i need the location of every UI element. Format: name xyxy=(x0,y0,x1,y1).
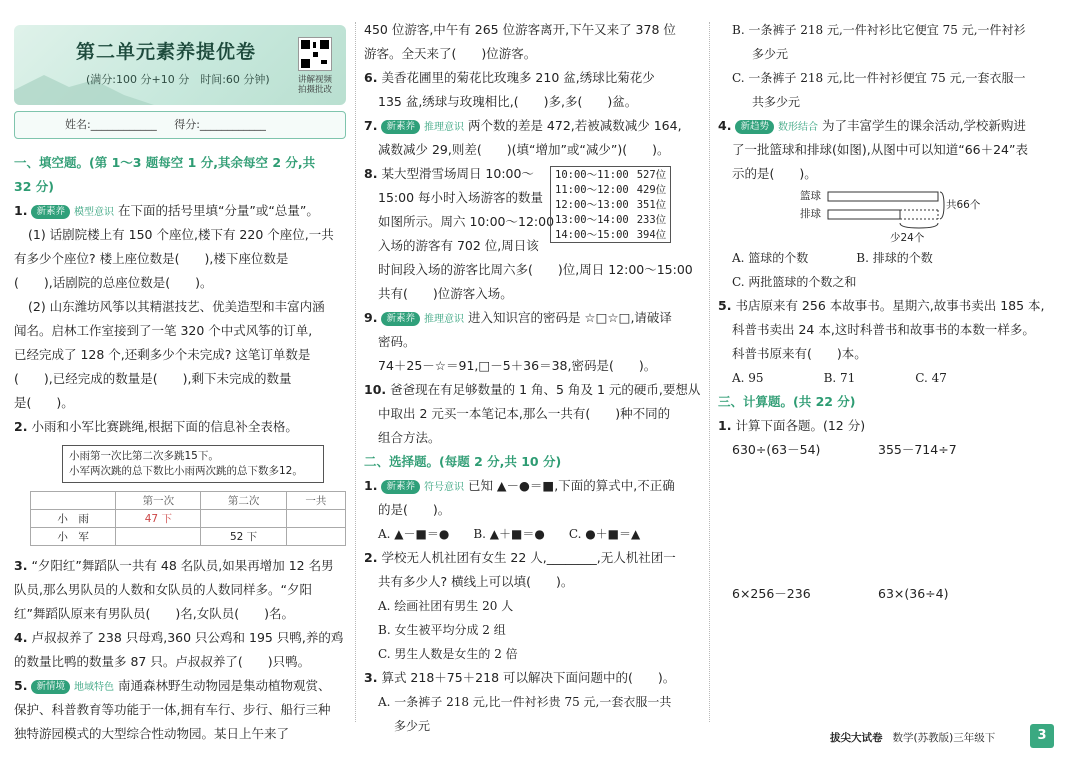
count-cell: 394位 xyxy=(636,229,667,241)
q-number: 3. xyxy=(14,558,28,573)
table-cell[interactable] xyxy=(116,528,201,546)
q-number: 5. xyxy=(718,298,732,313)
tag-label: 推理意识 xyxy=(423,314,464,325)
q-number: 2. xyxy=(364,550,378,565)
question-text: 在下面的括号里填“分量”或“总量”。 xyxy=(117,203,319,218)
tag-badge: 新情境 xyxy=(31,680,70,694)
question-text: 学校无人机社团有女生 22 人,________,无人机社团一 xyxy=(381,550,676,565)
score-field[interactable]: 得分:____________ xyxy=(174,118,266,131)
table-cell: 小 军 xyxy=(31,528,116,546)
table-cell[interactable] xyxy=(201,510,286,528)
question-text: 共有多少人? 横线上可以填( )。 xyxy=(378,574,574,589)
question-text: 中取出 2 元买一本笔记本,那么一共有( )种不同的 xyxy=(378,406,671,421)
question-text: 队员,那么男队员的人数和女队员的人数同样多。“夕阳 xyxy=(14,582,312,597)
question-text: 有多少个座位? 楼上座位数是( ),楼下座位数是 xyxy=(14,251,289,266)
table-cell[interactable] xyxy=(286,528,345,546)
name-field[interactable]: 姓名:____________ xyxy=(65,118,157,131)
q-number: 9. xyxy=(364,310,378,325)
tag-label: 推理意识 xyxy=(423,122,464,133)
choice-option-a-cont: 多少元 xyxy=(394,719,431,733)
tag-badge: 新素养 xyxy=(381,120,420,134)
diagram-label: 共66个 xyxy=(946,199,981,211)
question-text: 两个数的差是 472,若被减数减少 164, xyxy=(467,118,682,133)
ball-diagram xyxy=(718,186,1054,246)
q-number: 4. xyxy=(14,630,28,645)
section-title: 二、选择题。(每题 2 分,共 10 分) xyxy=(364,454,562,469)
question-text: 闻名。启林工作室接到了一笔 320 个中式风筝的订单, xyxy=(14,323,313,338)
question-text: 如图所示。周六 10:00～12:00 xyxy=(378,214,555,229)
choice-options[interactable]: A. ▲－■＝● B. ▲＋■＝● C. ●＋■＝▲ xyxy=(378,527,641,541)
column-left xyxy=(14,0,346,746)
choice-option-a[interactable]: A. 绘画社团有男生 20 人 xyxy=(378,599,514,613)
time-cell: 13:00～14:00 xyxy=(555,214,629,226)
column-divider xyxy=(709,22,710,722)
question-text: 的数量比鸭的数量多 87 只。卢叔叔养了( )只鸭。 xyxy=(14,654,311,669)
tag-label: 地域特色 xyxy=(73,682,114,693)
exam-subtitle: (满分:100 分+10 分 时间:60 分钟) xyxy=(86,73,270,86)
choice-option-c-cont: 共多少元 xyxy=(752,95,801,109)
q-number: 10. xyxy=(364,382,387,397)
table-cell: 47 下 xyxy=(116,510,201,528)
exam-title: 第二单元素养提优卷 xyxy=(76,41,257,63)
question-text: “夕阳红”舞蹈队一共有 48 名队员,如果再增加 12 名男 xyxy=(31,558,334,573)
q-number: 6. xyxy=(364,70,378,85)
question-text: 是( )。 xyxy=(14,395,74,410)
q-number: 1. xyxy=(718,418,732,433)
count-cell: 233位 xyxy=(636,214,667,226)
question-text: 密码。 xyxy=(378,334,416,349)
choice-option-b[interactable]: B. 女生被平均分成 2 组 xyxy=(378,623,506,637)
question-text: 已知 ▲－●＝■,下面的算式中,不正确 xyxy=(467,478,675,493)
question-text: 科普书卖出 24 本,这时科普书和故事书的本数一样多。 xyxy=(732,322,1035,337)
question-text: 书店原来有 256 本故事书。星期六,故事书卖出 185 本, xyxy=(735,298,1045,313)
column-divider xyxy=(355,22,356,722)
question-text: 计算下面各题。(12 分) xyxy=(735,418,866,433)
question-text: 美香花圃里的菊花比玫瑰多 210 盆,绣球比菊花少 xyxy=(381,70,655,85)
question-text: ( ),话剧院的总座位数是( )。 xyxy=(14,275,213,290)
diagram-label: 篮球 xyxy=(800,190,821,202)
question-text: 科普书原来有( )本。 xyxy=(732,346,867,361)
question-text: 某大型滑雪场周日 10:00～ xyxy=(381,166,534,181)
qr-code-icon[interactable] xyxy=(298,37,332,71)
question-text: 保护、科普教育等功能于一体,拥有车行、步行、船行三种 xyxy=(14,702,331,717)
calc-expr: 6×256－236 xyxy=(732,586,811,601)
table-header xyxy=(31,492,116,510)
time-cell: 10:00～11:00 xyxy=(555,169,629,181)
question-text: 示的是( )。 xyxy=(732,166,817,181)
question-text: 的是( )。 xyxy=(378,502,451,517)
qr-label: 讲解视频 拍摄批改 xyxy=(297,75,332,95)
choice-option-c[interactable]: C. 男生人数是女生的 2 倍 xyxy=(378,647,518,661)
info-line: 小军两次跳的总下数比小雨两次跳的总下数多12。 xyxy=(69,465,303,477)
info-box xyxy=(62,445,324,483)
question-text: 红”舞蹈队原来有男队员( )名,女队员( )名。 xyxy=(14,606,294,621)
q-number: 5. xyxy=(14,678,28,693)
info-line: 小雨第一次比第二次多跳15下。 xyxy=(69,450,219,462)
question-text: 独特游园模式的大型综合性动物园。某日上午来了 xyxy=(14,726,290,741)
calc-expr: 355－714÷7 xyxy=(878,442,957,457)
choice-option-c[interactable]: C. 一条裤子 218 元,比一件衬衫便宜 75 元,一套衣服一 xyxy=(732,71,1026,85)
question-text: 算式 218＋75＋218 可以解决下面问题中的( )。 xyxy=(381,670,676,685)
q-number: 1. xyxy=(14,203,28,218)
page-number: 3 xyxy=(1030,724,1054,748)
page-footer xyxy=(830,730,995,745)
choice-option-b-cont: 多少元 xyxy=(752,47,789,61)
q-number: 1. xyxy=(364,478,378,493)
question-text: 小雨和小军比赛跳绳,根据下面的信息补全表格。 xyxy=(31,419,298,434)
time-cell: 12:00～13:00 xyxy=(555,199,629,211)
question-text: 15:00 每小时入场游客的数量 xyxy=(378,190,543,205)
question-text: 74＋25－☆＝91,□－5＋36＝38,密码是( )。 xyxy=(378,358,657,373)
question-text: 卢叔叔养了 238 只母鸡,360 只公鸡和 195 只鸭,养的鸡 xyxy=(31,630,344,645)
choice-option-c[interactable]: C. 两批篮球的个数之和 xyxy=(732,275,857,289)
table-cell[interactable] xyxy=(286,510,345,528)
brand-name: 拔尖大试卷 xyxy=(830,732,883,744)
question-text: 游客。全天来了( )位游客。 xyxy=(364,46,537,61)
section-title-cont: 32 分) xyxy=(14,179,54,194)
exam-header xyxy=(14,25,346,105)
question-text: 已经完成了 128 个,还剩多少个未完成? 这笔订单数是 xyxy=(14,347,311,362)
question-text: (2) 山东潍坊风筝以其精湛技艺、优美造型和丰富内涵 xyxy=(28,299,325,314)
question-text: 组合方法。 xyxy=(378,430,441,445)
question-text: 时间段入场的游客比周六多( )位,周日 12:00～15:00 xyxy=(378,262,693,277)
question-text: 南通森林野生动物园是集动植物观赏、 xyxy=(117,678,331,693)
subject-label: 数学(苏教版)三年级下 xyxy=(892,732,996,744)
choice-option-a[interactable]: A. 一条裤子 218 元,比一件衬衫贵 75 元,一套衣服一共 xyxy=(378,695,672,709)
question-text: 入场的游客有 702 位,周日该 xyxy=(378,238,539,253)
question-text: 135 盆,绣球与玫瑰相比,( )多,多( )盆。 xyxy=(378,94,638,109)
choice-options[interactable]: A. 篮球的个数 B. 排球的个数 xyxy=(732,251,933,265)
table-cell: 52 下 xyxy=(201,528,286,546)
question-text: 进入知识宫的密码是 ☆□☆□,请破译 xyxy=(467,310,672,325)
table-header: 第二次 xyxy=(201,492,286,510)
time-cell: 14:00～15:00 xyxy=(555,229,629,241)
diagram-label: 排球 xyxy=(800,208,821,220)
column-right xyxy=(718,18,1054,606)
section-title: 一、填空题。(第 1～3 题每空 1 分,其余每空 2 分,共 xyxy=(14,155,316,170)
ski-visitors-table xyxy=(550,166,671,243)
q-number: 7. xyxy=(364,118,378,133)
question-text: ( ),已经完成的数量是( ),剩下未完成的数量 xyxy=(14,371,292,386)
section-title: 三、计算题。(共 22 分) xyxy=(718,394,856,409)
question-text: 了一批篮球和排球(如图),从图中可以知道“66＋24”表 xyxy=(732,142,1028,157)
tag-badge: 新趋势 xyxy=(735,120,774,134)
name-score-bar xyxy=(14,111,346,139)
tag-label: 模型意识 xyxy=(73,207,114,218)
question-text: 爸爸现在有足够数量的 1 角、5 角及 1 元的硬币,要想从 xyxy=(390,382,701,397)
tag-badge: 新素养 xyxy=(381,312,420,326)
jump-rope-table xyxy=(30,491,346,546)
choice-options[interactable]: A. 95 B. 71 C. 47 xyxy=(732,371,947,385)
q-number: 2. xyxy=(14,419,28,434)
q-number: 3. xyxy=(364,670,378,685)
time-cell: 11:00～12:00 xyxy=(555,184,629,196)
question-text: 为了丰富学生的课余活动,学校新购进 xyxy=(821,118,1026,133)
tag-badge: 新素养 xyxy=(31,205,70,219)
column-middle xyxy=(364,18,700,738)
table-cell: 小 雨 xyxy=(31,510,116,528)
tag-badge: 新素养 xyxy=(381,480,420,494)
q-number: 4. xyxy=(718,118,732,133)
count-cell: 527位 xyxy=(636,169,667,181)
bar-diagram xyxy=(826,186,946,242)
question-text: 减数减少 29,则差( )(填“增加”或“减少”)( )。 xyxy=(378,142,670,157)
diagram-label: 少24个 xyxy=(890,232,925,244)
q-number: 8. xyxy=(364,166,378,181)
tag-label: 符号意识 xyxy=(423,482,464,493)
question-text: (1) 话剧院楼上有 150 个座位,楼下有 220 个座位,一共 xyxy=(28,227,334,242)
calc-expr: 63×(36÷4) xyxy=(878,586,949,601)
choice-option-b[interactable]: B. 一条裤子 218 元,一件衬衫比它便宜 75 元,一件衬衫 xyxy=(732,23,1026,37)
calc-expr: 630÷(63－54) xyxy=(732,442,821,457)
question-text: 共有( )位游客入场。 xyxy=(378,286,513,301)
question-text: 450 位游客,中午有 265 位游客离开,下午又来了 378 位 xyxy=(364,22,676,37)
count-cell: 429位 xyxy=(636,184,667,196)
tag-label: 数形结合 xyxy=(777,122,818,133)
table-header: 一共 xyxy=(286,492,345,510)
count-cell: 351位 xyxy=(636,199,667,211)
table-header: 第一次 xyxy=(116,492,201,510)
